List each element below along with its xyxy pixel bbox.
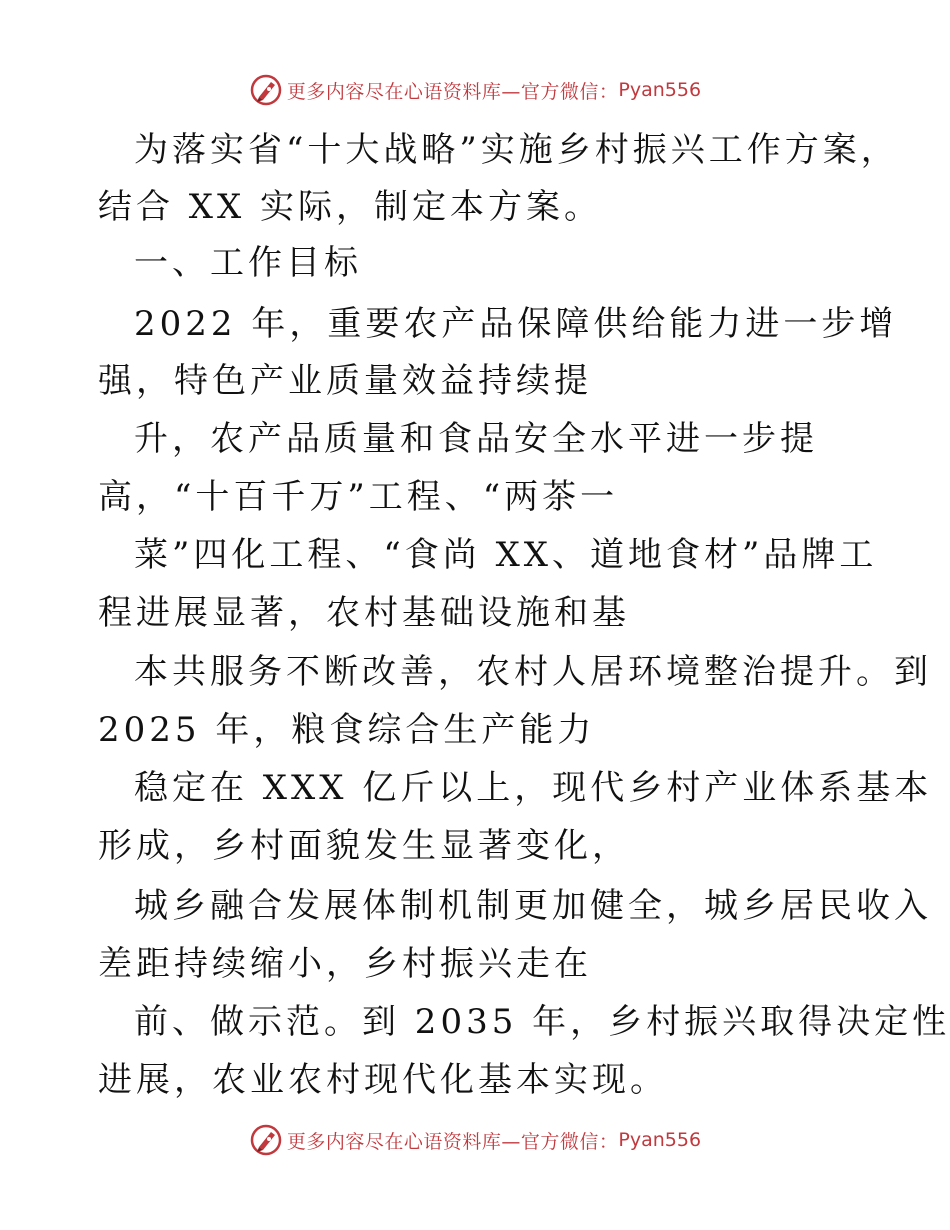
pen-logo-icon xyxy=(249,73,283,107)
watermark-text: 更多内容尽在心语资料库—官方微信： xyxy=(286,1130,619,1153)
watermark-text: 更多内容尽在心语资料库—官方微信： xyxy=(286,80,619,103)
paragraph-line: 形成，乡村面貌发生显著变化， xyxy=(98,826,630,866)
watermark-wechat-id: Pyan556 xyxy=(618,79,702,101)
paragraph-line: 程进展显著，农村基础设施和基 xyxy=(98,593,630,633)
paragraph-line: 高，“十百千万”工程、“两茶一 xyxy=(98,477,619,517)
paragraph-line: 本共服务不断改善，农村人居环境整治提升。到 xyxy=(134,652,932,692)
paragraph-line: 差距持续缩小，乡村振兴走在 xyxy=(98,944,592,984)
paragraph-line: 进展，农业农村现代化基本实现。 xyxy=(98,1060,668,1100)
paragraph-line: 2025 年，粮食综合生产能力 xyxy=(98,710,596,750)
paragraph-line: 结合 XX 实际，制定本方案。 xyxy=(98,187,603,227)
paragraph-line: 升，农产品质量和食品安全水平进一步提 xyxy=(134,419,818,459)
pen-logo-icon xyxy=(249,1123,283,1157)
header-watermark xyxy=(0,72,950,108)
paragraph-line: 前、做示范。到 2035 年，乡村振兴取得决定性 xyxy=(134,1002,950,1042)
paragraph-line: 城乡融合发展体制机制更加健全，城乡居民收入 xyxy=(134,886,932,926)
section-heading: 一、工作目标 xyxy=(134,243,362,283)
paragraph-line: 2022 年，重要农产品保障供给能力进一步增 xyxy=(134,304,898,344)
footer-watermark xyxy=(0,1122,950,1158)
paragraph-line: 强，特色产业质量效益持续提 xyxy=(98,361,592,401)
watermark-wechat-id: Pyan556 xyxy=(618,1129,702,1151)
paragraph-line: 菜”四化工程、“食尚 XX、道地食材”品牌工 xyxy=(134,535,878,575)
paragraph-line: 为落实省“十大战略”实施乡村振兴工作方案， xyxy=(134,130,899,170)
paragraph-line: 稳定在 XXX 亿斤以上，现代乡村产业体系基本 xyxy=(134,768,933,808)
